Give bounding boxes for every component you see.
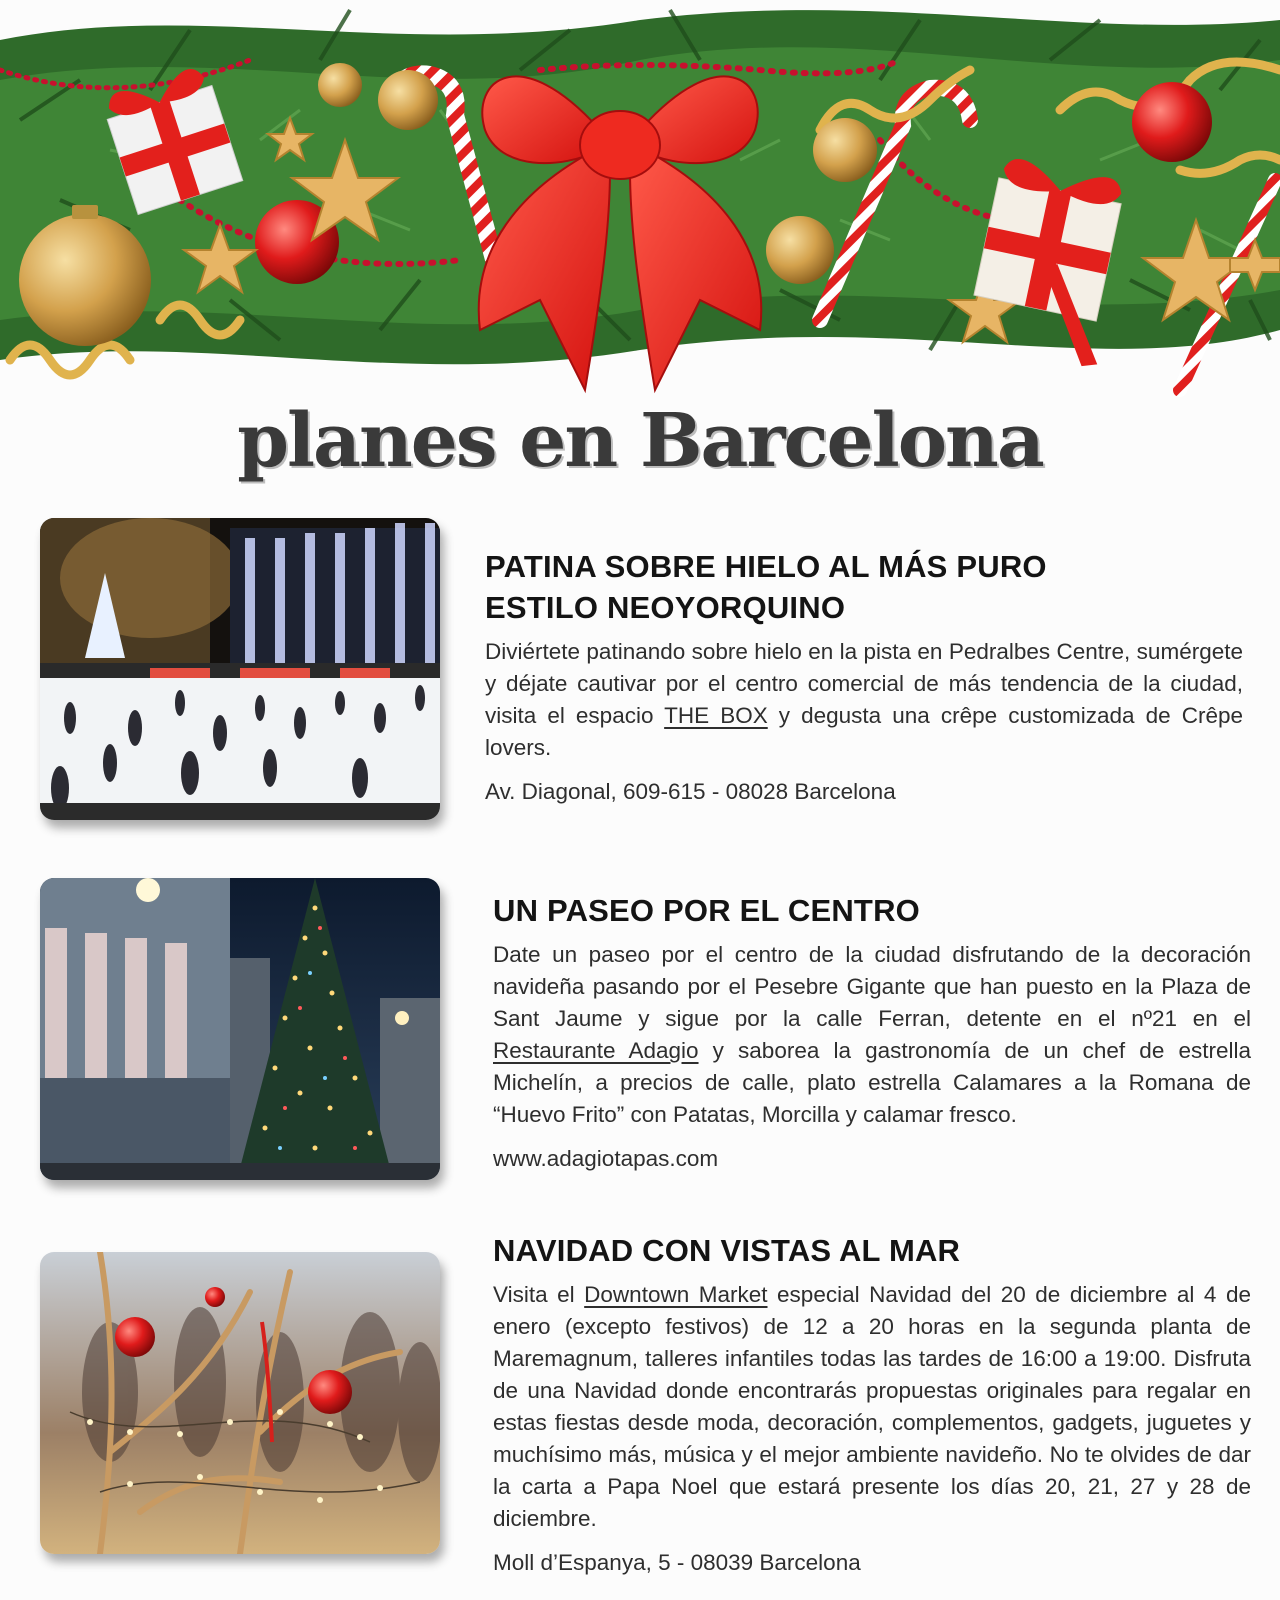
christmas-garland-banner bbox=[0, 0, 1280, 420]
section-heading bbox=[485, 546, 1243, 628]
section-heading: UN PASEO POR EL CENTRO bbox=[493, 893, 920, 928]
the-box-link[interactable]: THE BOX bbox=[664, 703, 768, 728]
section-body: Date un paseo por el centro de la ciudad disfrutando de la decoración navideña pasando por el Pesebre Gigante que han puesto en la Plaza de Sant Jaume y sigue por la calle Ferran, detente en el nº21 en el Restaurante Adagio y saborea la gastronomía de un chef de estrella Michelín, a precios de calle, plato estrella Calamares a la Romana de “Huevo Frito” con Patatas, Morcilla y calamar fresco. bbox=[493, 942, 1251, 1127]
ice-rink-photo bbox=[40, 518, 440, 820]
section-sea-views-text bbox=[493, 1230, 1251, 1579]
downtown-market-link[interactable]: Downtown Market bbox=[584, 1282, 768, 1307]
section-heading: NAVIDAD CON VISTAS AL MAR bbox=[493, 1233, 961, 1268]
section-address: Moll d’Espanya, 5 - 08039 Barcelona bbox=[493, 1550, 861, 1575]
page-title: planes en Barcelona bbox=[237, 398, 1043, 484]
section-address: Av. Diagonal, 609-615 - 08028 Barcelona bbox=[485, 779, 896, 804]
section-website: www.adagiotapas.com bbox=[493, 1146, 719, 1171]
section-ice-skating-text bbox=[485, 546, 1243, 808]
section-body: Diviértete patinando sobre hielo en la pista en Pedralbes Centre, sumérgete y déjate cautivar por el centro comercial de más tendencia de la ciudad, visita el espacio THE BOX y degusta una crêpe customizada de Crêpe lovers. bbox=[485, 639, 1243, 760]
section-city-centre-text bbox=[493, 890, 1251, 1175]
heading-line-2: ESTILO NEOYORQUINO bbox=[485, 590, 846, 625]
section-body: Visita el Downtown Market especial Navidad del 20 de diciembre al 4 de enero (excepto festivos) de 12 a 20 horas en la segunda planta de Maremagnum, talleres infantiles todas las tardes de 16:00 a 19:00. Disfruta de una Navidad donde encontrarás propuestas originales para regalar en estas fiestas desde moda, decoración, complementos, gadgets, juguetes y muchísimo más, música y el mejor ambiente navideño. No te olvides de dar la carta a Papa Noel que estará presente los días 20, 21, 27 y 28 de diciembre. bbox=[493, 1282, 1251, 1531]
heading-line-1: PATINA SOBRE HIELO AL MÁS PURO bbox=[485, 549, 1047, 584]
christmas-tree-photo bbox=[40, 878, 440, 1180]
restaurante-adagio-link[interactable]: Restaurante Adagio bbox=[493, 1038, 699, 1063]
christmas-market-photo bbox=[40, 1252, 440, 1554]
